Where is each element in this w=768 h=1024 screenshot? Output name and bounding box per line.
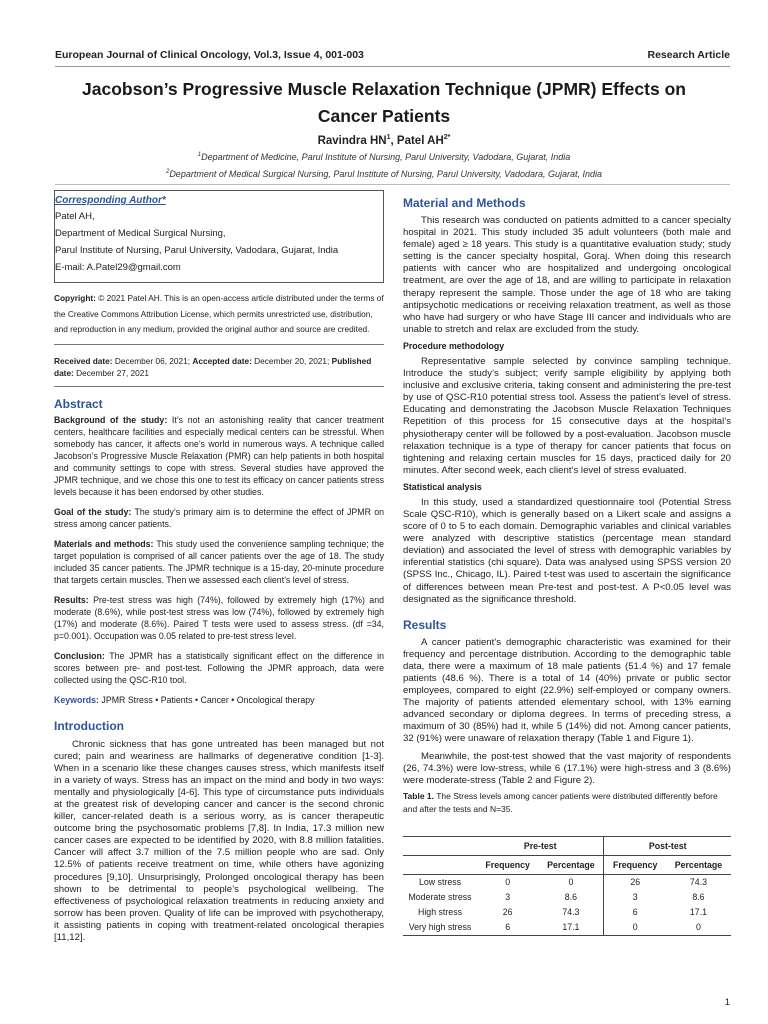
pre-frequency: 0	[505, 877, 511, 888]
corresponding-department: Department of Medical Surgical Nursing,	[55, 228, 226, 239]
methods-paragraph: This research was conducted on patients admitted to a cancer specialty hospital in 2021. This study included 35 adult volunteers (both male and female) aged ≥ 18 years. This study is a quantitative evaluation study; study setting is the cancer specialty hospital, Goraj. When doing this research patients with cancer who are hospitalized and undergoing oncological treatment, are over the age of 18, and are willing to participate in relaxation therapy represent the sample. Those under the age of 18 who are taking antipsychotic medications or receiving relaxation treatment, as well as those who have had surgery or who have Stage III cancer and individuals who are unable to stretch and relax are excluded from the study.	[403, 215, 731, 335]
post-frequency: 3	[604, 890, 666, 905]
author-1-sup: 1	[386, 134, 391, 141]
received-date: December 06, 2021;	[112, 355, 193, 366]
introduction-paragraph: Chronic sickness that has gone untreated has been managed but not cured; pain and weariness are hallmarks of degenerative condition [1-3]. When in a scenario like these changes causes stress, which manifests itself in a variety of ways. Stress has an impact on the mind and body in two ways: mentally and physiologically [4-6]. This type of circumstance puts individuals at the greatest risk of developing cancer and cancer is the second chronic killer, cancer-related death is a serious worry, as is cancer therapeutic outcome bring the psychosomatic problems [7,8]. In India, 17.3 million new cancer cases are expected to be identified by 2020, with 8.8 million fatalities. Cancer will affect 3.7 million of the 7.5 million people who are sad. Only 12.5% of patients receive treatment on time, while others have agonizing procedures [9,10]. Unsurprisingly, Prolonged oncological therapy has been shown to be detrimental to people’s psychological wellbeing. The effectiveness of psychological relaxation treatments in reducing anxiety and sorrow has been proven. Quality of life can be improved with psychotherapy, it assisting patients in coping with treatment-related oncological therapies [11,12].	[54, 738, 384, 943]
published-date: December 27, 2021	[73, 368, 150, 378]
abstract-results	[54, 594, 384, 642]
post-test-header: Post-test	[604, 836, 731, 855]
author-2: Patel AH	[396, 134, 444, 147]
methods-heading: Material and Methods	[403, 196, 526, 210]
published-label: Published date:	[54, 355, 372, 378]
corresponding-author-label[interactable]: Corresponding Author*	[55, 195, 166, 206]
results-text: Pre-test stress was high (74%), followed by extremely high (17%) and moderate (8.6%), while post-test stress was low (74%), followed by extremely high (17%) and moderate (8.6%). Paired T tests were used to assess stress. (df =34, p=0.001). Occupation was 0.05 related to pre-test stress level.	[54, 594, 384, 641]
dates-rule-top	[54, 344, 384, 345]
background-text: It’s not an astonishing reality that cancer treatment centers, healthcare facilities and especially medical centers can be stressful. When somebody has cancer, it affects one’s world in numerous ways. A technique called Jacobson’s Progressive Muscle Relaxation (PMR) can help patients in both hospital and community settings to cope with stress. Several studies have approved the JPMR technique, and we chose this one to test its efficacy on cancer patients stress levels because it has been endorsed by other studies.	[54, 414, 384, 497]
right-column	[403, 196, 731, 936]
copyright-label: Copyright:	[54, 293, 96, 303]
post-percentage-header: Percentage	[666, 855, 731, 874]
table-label: Table 1.	[403, 790, 435, 801]
table-corner	[403, 836, 477, 855]
corresponding-email[interactable]: E-mail: A.Patel29@gmail.com	[55, 262, 181, 273]
statistical-paragraph: In this study, used a standardized questionnaire tool (Potential Stress Scale QSC-R10), which is generally based on a Likert scale and assigns a score of 0 to 5 to each domain. Demographic variables and clinical variables were analyzed with descriptive statistics (percentage mean standard deviation) and associated the level of stress with demographic variables by inferential statistics (chi square). Data was analysed using SPSS version 20 (SPSS Inc., Chicago, IL). Paired t-test was used to ascertain the significance of differences between mean Pre-test and post-test. A P<0.05 level was designated as the significance threshold.	[403, 496, 731, 605]
article-type: Research Article	[647, 49, 730, 61]
keywords-label: Keywords:	[54, 694, 99, 705]
accepted-date: December 20, 2021;	[251, 355, 332, 366]
post-frequency: 26	[604, 874, 666, 890]
row-label: High stress	[418, 906, 462, 917]
table-row	[403, 905, 731, 920]
copyright-notice	[54, 291, 384, 338]
author-line	[0, 134, 768, 147]
author-2-sup: 2*	[443, 134, 451, 141]
table-caption	[403, 790, 731, 816]
author-separator: ,	[390, 134, 397, 147]
post-frequency: 0	[604, 920, 666, 936]
pre-percentage: 0	[568, 877, 574, 888]
abstract-conclusion	[54, 650, 384, 686]
conclusion-label: Conclusion:	[54, 650, 105, 661]
affiliation-2-text: Department of Medical Surgical Nursing, Parul Institute of Nursing, Parul University, Vadodara, Gujarat, India	[169, 169, 603, 179]
table-group-header	[403, 836, 731, 855]
abstract-methods	[54, 538, 384, 586]
abstract-goal	[54, 506, 384, 530]
corresponding-institute: Parul Institute of Nursing, Parul University, Vadodara, Gujarat, India	[55, 245, 339, 256]
post-frequency-header: Frequency	[604, 855, 666, 874]
post-percentage: 74.3	[689, 877, 708, 888]
results-paragraph-2: Meanwhile, the post-test showed that the vast majority of respondents (26, 74.3%) were low-stress, while 6 (17.1%) were high-stress and 3 (8.6%) were moderate-stress (Table 2 and Figure 2).	[403, 750, 731, 786]
affiliation-2	[0, 169, 768, 179]
results-heading: Results	[403, 617, 447, 632]
table-row	[403, 920, 731, 936]
page-number: 1	[724, 997, 730, 1008]
corresponding-author-box	[54, 190, 384, 283]
pre-percentage: 17.1	[538, 920, 604, 936]
introduction-heading: Introduction	[54, 718, 124, 733]
pre-test-header: Pre-test	[477, 836, 604, 855]
goal-label: Goal of the study:	[54, 506, 132, 517]
procedure-heading: Procedure methodology	[403, 340, 505, 351]
affiliation-1	[0, 152, 768, 162]
accepted-label: Accepted date:	[192, 355, 252, 366]
left-column	[54, 190, 384, 944]
results-paragraph-1: A cancer patient’s demographic characteristic was examined for their frequency and percentage distribution. According to the demographic table data, there were a maximum of 18 male patients (51.4 %) and 17 female patients (48.6 %). There is a total of 14 (40%) private or public sector employees, compared to eight (22.9%) self-employed or company owners. The majority of patients attended elementary school, with 13% earning advanced secondary or diploma degrees. In terms of preceding stress, a maximum of 30 (85%) had it, while 5 (14%) did not. Among cancer patients, 32 (91%) were unaware of relaxation therapy (Table 1 and Figure 1).	[403, 636, 731, 745]
pre-percentage-header: Percentage	[538, 855, 604, 874]
keywords	[54, 695, 384, 705]
table-caption-text: The Stress levels among cancer patients were distributed differently before and after the tests and N=35.	[403, 790, 718, 814]
affiliation-rule	[55, 184, 730, 185]
author-1: Ravindra HN	[317, 134, 387, 147]
post-frequency: 6	[604, 905, 666, 920]
table-row	[403, 874, 731, 890]
sub-header-blank	[403, 855, 477, 874]
pre-frequency: 6	[477, 920, 538, 936]
copyright-text: © 2021 Patel AH. This is an open-access article distributed under the terms of the Creative Commons Attribution License, which permits unrestricted use, distribution, and reproduction in any medium, provided the original author and source are credited.	[54, 293, 384, 334]
post-percentage: 8.6	[692, 892, 705, 903]
dates-rule-bottom	[54, 386, 384, 387]
post-percentage: 17.1	[689, 907, 708, 918]
conclusion-text: The JPMR has a statistically significant effect on the difference in scores between pre- and post-test. Following the JPMR approach, data were collected using the QSC-R10 tool.	[54, 650, 384, 685]
corresponding-name: Patel AH,	[55, 211, 95, 222]
affiliation-2-sup: 2	[165, 169, 170, 175]
procedure-paragraph: Representative sample selected by convince sampling technique. Introduce the study’s subject; verify sample eligibility by applying both inclusive and exclusive criteria, taking consent and administering the pre-test by use of QSC-R10 potential stress tool. Assess the patient’s level of stress. Educating and demonstrating the Jacobson Muscle Relaxation Techniques Repetition of this process for 15 consecutive days at the hospital’s physiotherapy center will be followed by a post-evaluation. Jacobson muscle relaxation technique is a type of therapy for cancer patients that focus on tightening and relaxing certain muscles for 15 days, practiced daily for 20 minutes. After second week, each client’s level of stress evaluated.	[403, 355, 731, 476]
received-label: Received date:	[54, 355, 113, 366]
paper-title: Jacobson’s Progressive Muscle Relaxation Technique (JPMR) Effects on Cancer Patients	[82, 79, 686, 126]
pre-percentage: 8.6	[564, 892, 578, 903]
affiliation-1-sup: 1	[197, 152, 202, 158]
pre-frequency-header: Frequency	[477, 855, 538, 874]
affiliation-1-text: Department of Medicine, Parul Institute of Nursing, Parul University, Vadodara, Gujarat, India	[201, 152, 571, 162]
pre-frequency: 3	[505, 892, 511, 903]
pre-frequency: 26	[502, 907, 513, 918]
goal-text: The study’s primary aim is to determine the effect of JPMR on stress among cancer patients.	[54, 506, 384, 529]
row-label: Low stress	[418, 876, 462, 887]
post-percentage: 0	[666, 920, 731, 936]
stress-table	[403, 836, 731, 936]
keywords-text: JPMR Stress • Patients • Cancer • Oncological therapy	[98, 694, 315, 705]
table-row	[403, 890, 731, 905]
abstract-heading: Abstract	[54, 396, 103, 411]
abstract-background	[54, 414, 384, 498]
row-label: Very high stress	[403, 920, 477, 936]
journal-citation: European Journal of Clinical Oncology, Vol.3, Issue 4, 001-003	[55, 49, 364, 61]
methods-text: This study used the convenience sampling technique; the target population is comprised of all cancer patients over the age of 18. The study included 35 cancer patients. The JPMR technique is a 15-day, 20-minute procedure that targets certain muscles. Then we assessed each client’s level of stress.	[54, 538, 384, 585]
publication-dates	[54, 355, 384, 380]
pre-percentage: 74.3	[562, 907, 580, 918]
statistical-heading: Statistical analysis	[403, 481, 482, 492]
table-sub-header	[403, 855, 731, 874]
background-label: Background of the study:	[54, 414, 168, 425]
row-label: Moderate stress	[408, 891, 472, 902]
methods-label: Materials and methods:	[54, 538, 154, 549]
header-rule	[55, 66, 730, 67]
results-label: Results:	[54, 594, 89, 605]
